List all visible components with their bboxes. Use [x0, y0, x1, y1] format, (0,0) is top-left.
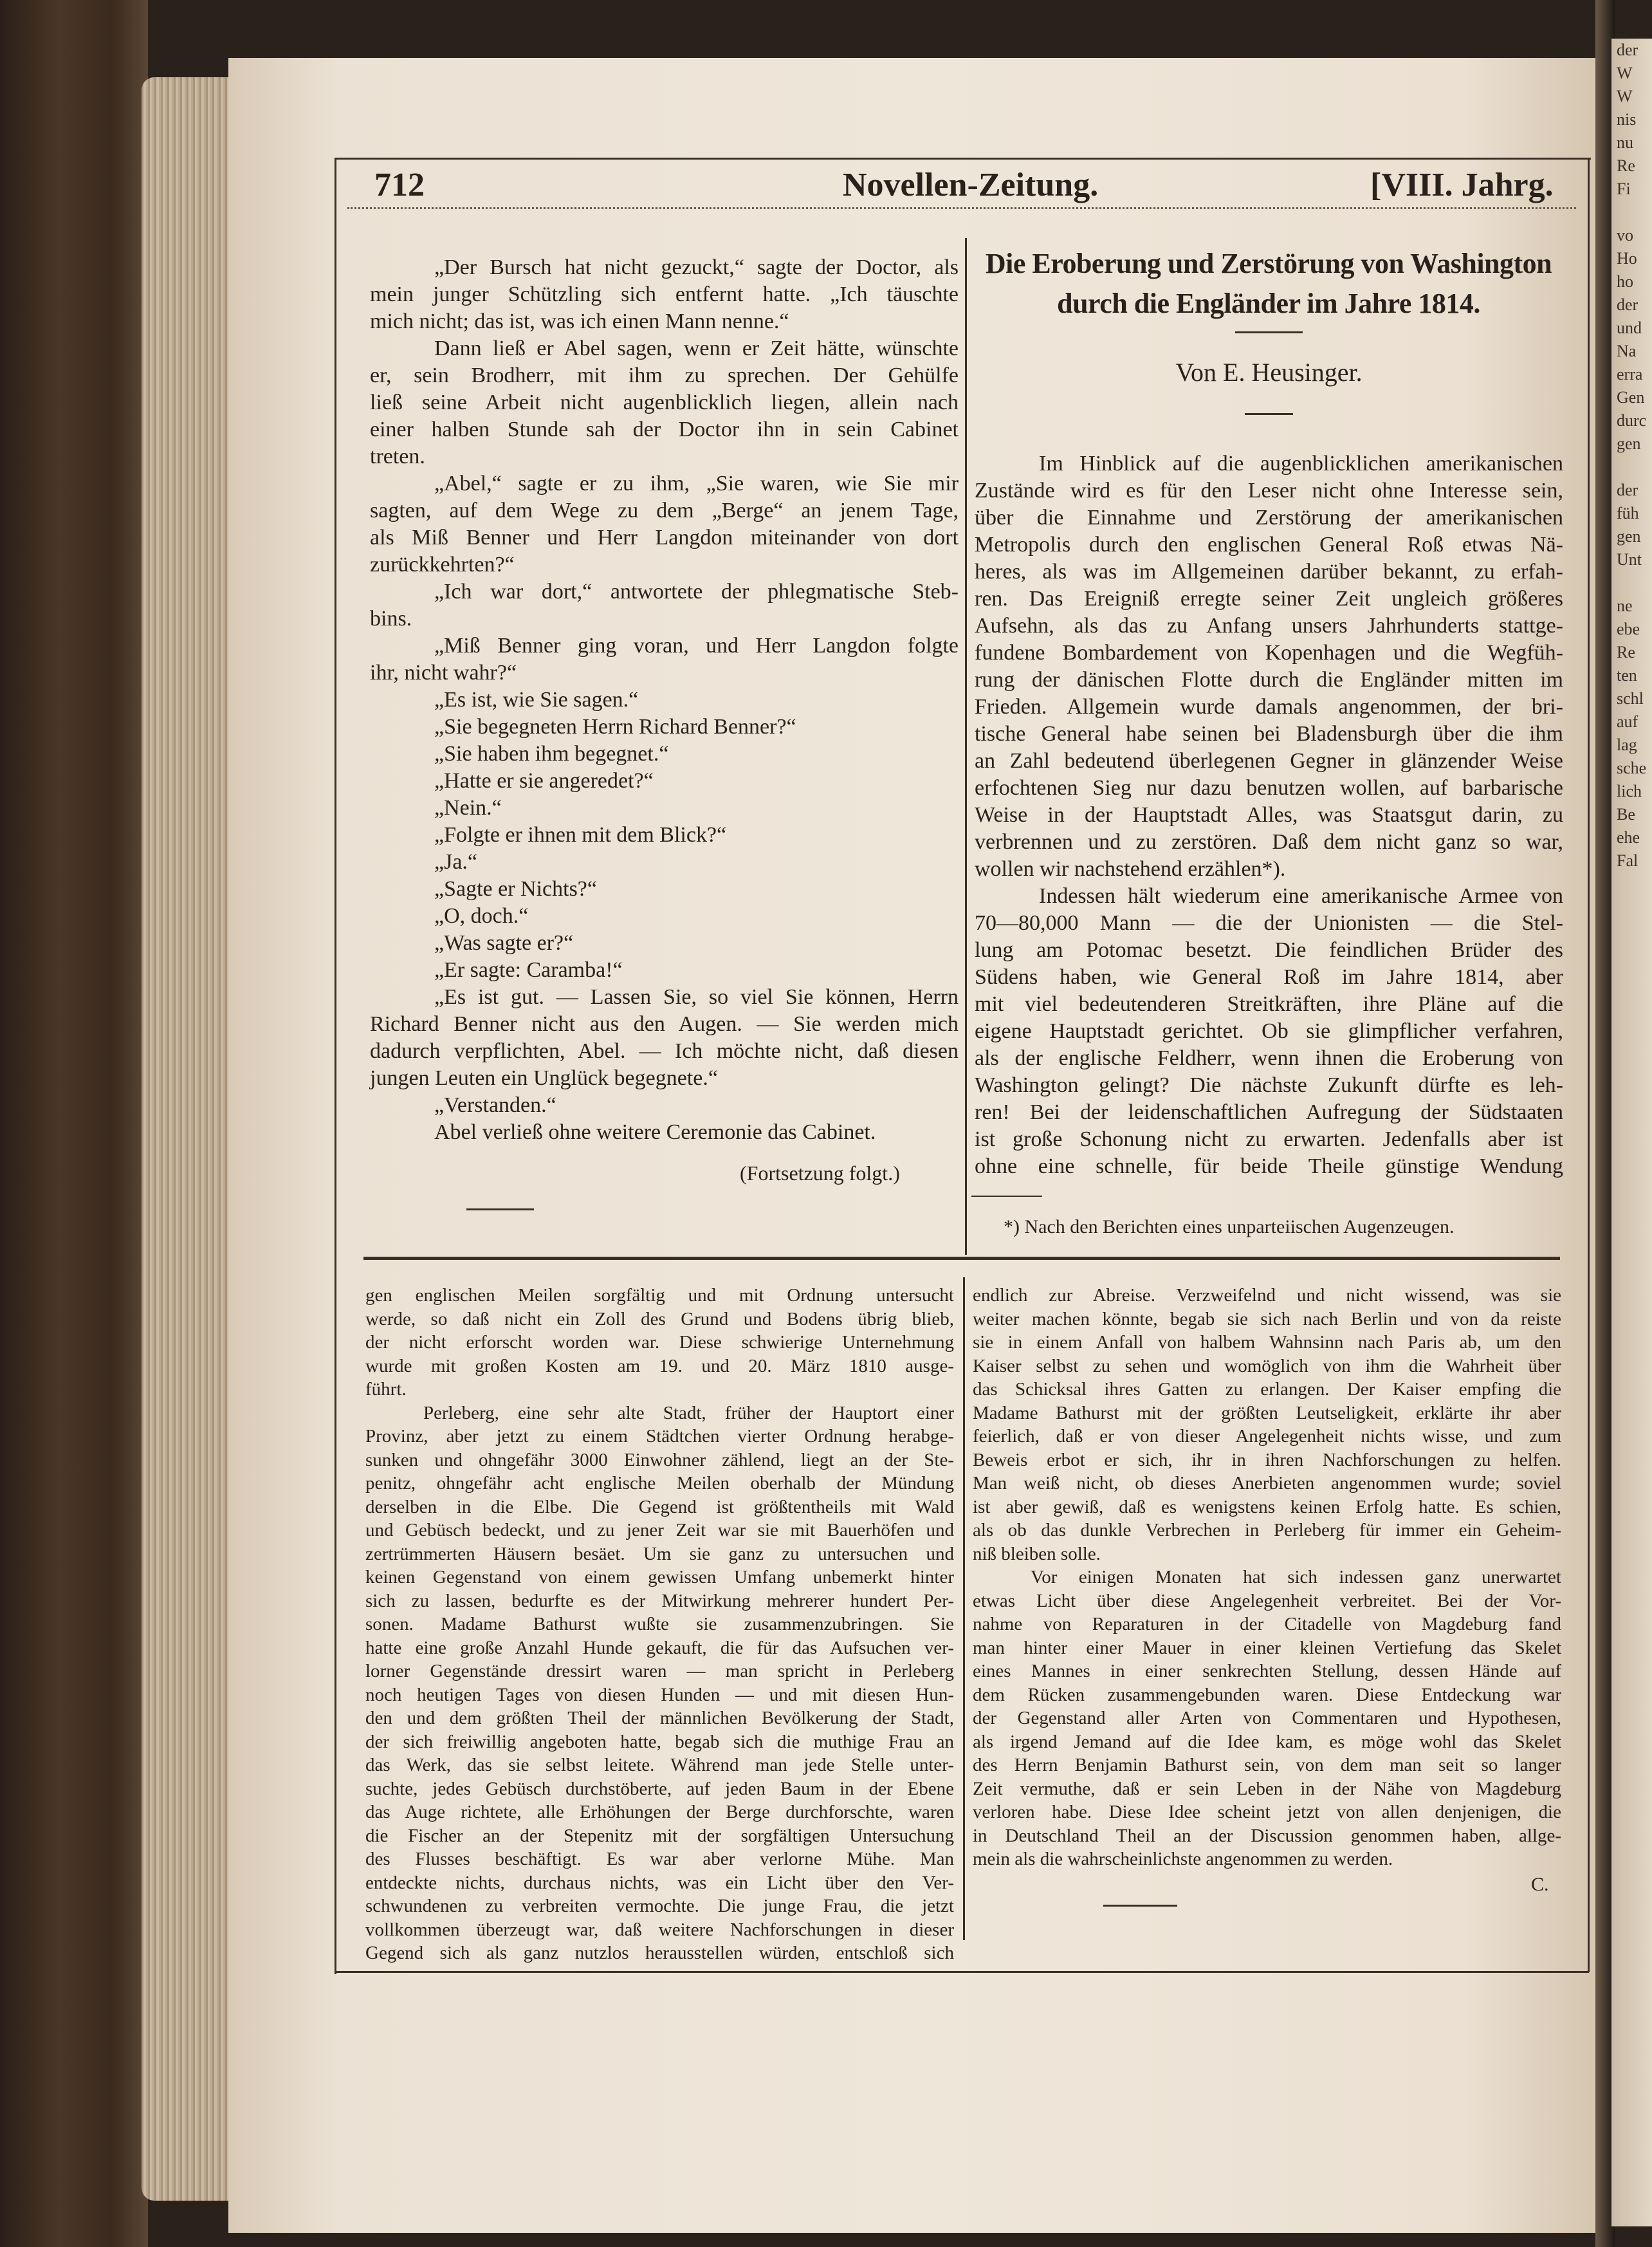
text-line: „Hatte er sie angeredet?“ — [434, 769, 654, 793]
text-line: ohne eine schnelle, für beide Theile günstige Wendung — [975, 1154, 1563, 1178]
text-line: in Deutschland Theil an der Discussion genommen haben, allge- — [973, 1825, 1561, 1846]
text-line: wollen wir nachstehend erzählen*). — [975, 857, 1286, 881]
text-line: sich zu lassen, bedurfte es der Mitwirkung mehrerer hundert Per- — [365, 1590, 954, 1611]
article-byline: Von E. Heusinger. — [1175, 358, 1363, 387]
next-page-fragment: füh — [1617, 504, 1639, 522]
text-line: niß bleiben solle. — [973, 1543, 1101, 1564]
text-line: tische General habe seinen bei Bladensburgh über die ihm — [975, 722, 1563, 746]
next-page-fragment: W — [1617, 64, 1633, 82]
text-line: „Nein.“ — [434, 796, 502, 820]
text-line: mit viel bedeutenderen Streitkräften, ihre Pläne auf die — [975, 992, 1563, 1016]
text-line: Richard Benner nicht aus den Augen. — Sie werden mich — [370, 1012, 959, 1036]
text-line: als ob das dunkle Verbrechen in Perleberg für immer ein Geheim- — [973, 1520, 1561, 1540]
text-line: Provinz, aber jetzt zu einem Städtchen vierter Ordnung herabge- — [365, 1426, 954, 1447]
text-line: „Er sagte: Caramba!“ — [434, 958, 623, 982]
text-line: „Es ist gut. — Lassen Sie, so viel Sie können, Herrn — [434, 985, 959, 1009]
next-page-sliver — [1611, 39, 1652, 2226]
text-line: „Verstanden.“ — [434, 1093, 556, 1117]
text-line: führt. — [365, 1379, 407, 1400]
next-page-fragment: Ho — [1617, 249, 1637, 268]
text-line: Zustände wird es für den Leser nicht ohne Interesse sein, — [975, 479, 1563, 503]
text-line: einer halben Stunde sah der Doctor ihn in sein Cabinet — [370, 418, 959, 441]
text-line: verloren habe. Diese Idee scheint jetzt von allen denjenigen, die — [973, 1802, 1561, 1822]
next-page-fragment: auf — [1617, 712, 1638, 731]
column-divider-bottom — [963, 1277, 965, 1940]
text-line: „Folgte er ihnen mit dem Blick?“ — [434, 823, 727, 847]
text-line: entdeckte nichts, durchaus nichts, was ein Licht über den Ver- — [365, 1872, 954, 1893]
text-line: Metropolis durch den englischen General Roß etwas Nä- — [975, 533, 1563, 557]
text-line: „Der Bursch hat nicht gezuckt,“ sagte der Doctor, als — [434, 255, 959, 279]
title-rule — [1235, 331, 1303, 333]
next-page-fragment: nu — [1617, 133, 1633, 152]
next-page-fragment: Na — [1617, 342, 1637, 360]
next-page-fragment: und — [1617, 319, 1642, 337]
text-line: mein als die wahrscheinlichste angenommen zu werden. — [973, 1849, 1393, 1869]
next-page-fragment: durc — [1617, 411, 1647, 430]
text-line: er, sein Brodherr, mit ihm zu sprechen. Der Gehülfe — [370, 364, 959, 387]
text-line: keinen Gegenstand von einem gewissen Umfang unbemerkt hinter — [365, 1567, 954, 1587]
next-page-fragment — [1611, 201, 1652, 224]
text-line: Frieden. Allgemein wurde damals angenommen, der bri- — [975, 695, 1563, 719]
text-line: des Herrn Benjamin Bathurst sein, von dem man seit so langer — [973, 1755, 1561, 1775]
text-line: Südens haben, wie General Roß im Jahre 1814, aber — [975, 965, 1563, 989]
next-page-fragment: der — [1617, 481, 1638, 499]
next-page-fragment: nis — [1617, 110, 1637, 129]
text-line: als irgend Jemand auf die Idee kam, es möge wohl das Skelet — [973, 1731, 1561, 1752]
section-divider-rule — [363, 1257, 1560, 1260]
next-page-fragment: ehe — [1617, 828, 1640, 847]
page-number: 712 — [374, 167, 425, 203]
text-line: schwundenen zu verbreiten vermochte. Die junge Frau, die jetzt — [365, 1896, 954, 1916]
text-line: „Miß Benner ging voran, und Herr Langdon folgte — [434, 634, 959, 658]
text-line: Beweis erbot er sich, ihr in ihren Nachforschungen zu helfen. — [973, 1449, 1561, 1470]
bathurst-left-column — [365, 1284, 954, 1965]
text-line: Man weiß nicht, ob dieses Anerbieten angenommen wurde; soviel — [973, 1473, 1561, 1493]
text-line: die Fischer an der Stepenitz mit der sorgfältigen Untersuchung — [365, 1825, 954, 1846]
next-page-fragment: schl — [1617, 689, 1644, 708]
text-line: ren! Bei der leidenschaftlichen Aufregung der Südstaaten — [975, 1100, 1563, 1124]
text-line: und Gebüsch bedeckt, und zu jener Zeit war sie mit Bauerhöfen und — [365, 1520, 954, 1540]
bathurst-right-column — [973, 1284, 1561, 1871]
text-line: das Schicksal ihres Gatten zu erlangen. Der Kaiser empfing die — [973, 1379, 1561, 1400]
text-line: etwas Licht über diese Angelegenheit verbreitet. Bei der Vor- — [973, 1590, 1561, 1611]
text-line: des Flusses beschäftigt. Es war aber verlorne Mühe. Man — [365, 1849, 954, 1869]
text-line: treten. — [370, 445, 425, 468]
text-line: der sich freiwillig angeboten hatte, begab sich die muthige Frau an — [365, 1731, 954, 1752]
article-column — [975, 450, 1563, 1180]
text-line: mich nicht; das ist, was ich einen Mann nenne.“ — [370, 310, 789, 333]
continuation-note: (Fortsetzung folgt.) — [740, 1161, 900, 1185]
frame-bottom-rule — [335, 1971, 1589, 1973]
story-end-rule — [466, 1208, 534, 1210]
text-line: das Auge richtete, alle Erhöhungen der Berge durchforschte, waren — [365, 1802, 954, 1822]
text-line: „Es ist, wie Sie sagen.“ — [434, 688, 639, 712]
article-title-line-2: durch die Engländer im Jahre 1814. — [1057, 288, 1480, 319]
text-line: „Ich war dort,“ antwortete der phlegmatische Steb- — [434, 580, 959, 604]
text-line: dadurch verpflichten, Abel. — Ich möchte nicht, daß diesen — [370, 1039, 959, 1063]
text-line: der Gegenstand aller Arten von Commentaren und Hypothesen, — [973, 1708, 1561, 1728]
text-line: „Abel,“ sagte er zu ihm, „Sie waren, wie Sie mir — [434, 472, 959, 495]
text-line: suchte, jedes Gebüsch durchstöberte, auf jeden Baum in der Ebene — [365, 1778, 954, 1799]
text-line: Kaiser selbst zu sehen und womöglich von ihm die Wahrheit über — [973, 1355, 1561, 1376]
next-page-fragment: erra — [1617, 365, 1643, 384]
next-page-fragment: ne — [1617, 596, 1633, 615]
text-line: nahme von Reparaturen in der Citadelle von Magdeburg fand — [973, 1614, 1561, 1634]
article-end-rule — [1103, 1905, 1177, 1907]
frame-right-rule — [1588, 158, 1590, 1972]
text-line: eines Mannes in einer senkrechten Stellung, dessen Hände auf — [973, 1661, 1561, 1681]
text-line: sonen. Madame Bathurst wußte sie zusammenzubringen. Sie — [365, 1614, 954, 1634]
text-line: wurde mit großen Kosten am 19. und 20. März 1810 ausge- — [365, 1355, 954, 1376]
text-line: ließ seine Arbeit nicht augenblicklich liegen, allein nach — [370, 391, 959, 414]
text-line: weiter machen könnte, begab sie sich nach Berlin und von da reiste — [973, 1308, 1561, 1329]
text-line: heres, als was im Allgemeinen darüber bekannt, zu erfah- — [975, 560, 1563, 584]
next-page-fragment: Gen — [1617, 388, 1645, 407]
text-line: Weise in der Hauptstadt Alles, was Staatsgut darin, zu — [975, 803, 1563, 827]
next-page-fragment: gen — [1617, 434, 1641, 453]
text-line: sie in einem Anfall von halbem Wahnsinn nach Paris ab, um den — [973, 1332, 1561, 1353]
next-page-fragment: lag — [1617, 735, 1637, 754]
text-line: Madame Bathurst mit der größten Leutseligkeit, erklärte ihr aber — [973, 1402, 1561, 1423]
running-title: Novellen-Zeitung. — [843, 167, 1099, 203]
author-signature: C. — [1531, 1874, 1549, 1895]
text-line: dem Rücken zusammengebunden waren. Diese Entdeckung war — [973, 1684, 1561, 1705]
text-line: Gegend sich als ganz nutzlos herausstellen würden, entschloß sich — [365, 1943, 954, 1963]
footnote-rule — [971, 1196, 1042, 1197]
text-line: Dann ließ er Abel sagen, wenn er Zeit hätte, wünschte — [434, 337, 959, 360]
next-page-fragment — [1611, 571, 1652, 595]
next-page-fragment: der — [1617, 295, 1638, 314]
text-line: zurückkehrten?“ — [370, 553, 515, 577]
text-line: 70—80,000 Mann — die der Unionisten — die Stel- — [975, 911, 1563, 935]
text-line: „Was sagte er?“ — [434, 931, 574, 955]
text-line: als Miß Benner und Herr Langdon miteinander von dort — [370, 526, 959, 550]
text-line: eigene Hauptstadt gerichtet. Ob sie glimpflicher verfahren, — [975, 1019, 1563, 1043]
next-page-fragment: Be — [1617, 805, 1635, 824]
text-line: Zeit vermuthe, daß er sein Leben in der Nähe von Magdeburg — [973, 1778, 1561, 1799]
text-line: den und dem größten Theil der männlichen Bevölkerung der Stadt, — [365, 1708, 954, 1728]
text-line: hatte eine große Anzahl Hunde gekauft, die für das Aufsuchen ver- — [365, 1637, 954, 1658]
story-column — [370, 254, 959, 1146]
header-rule — [347, 207, 1576, 212]
text-line: verbrennen und zu zerstören. Daß dem nicht ganz so war, — [975, 830, 1563, 854]
text-line: jungen Leuten ein Unglück begegnete.“ — [370, 1066, 718, 1090]
text-line: lorner Gegenstände dressirt waren — man spricht in Perleberg — [365, 1661, 954, 1681]
text-line: penitz, ohngefähr acht englische Meilen oberhalb der Mündung — [365, 1473, 954, 1493]
text-line: werde, so daß nicht ein Zoll des Grund und Bodens übrig blieb, — [365, 1308, 954, 1329]
text-line: „Sie begegneten Herrn Richard Benner?“ — [434, 715, 796, 739]
article-footnote: *) Nach den Berichten eines unparteiischen Augenzeugen. — [1004, 1216, 1455, 1237]
next-page-fragment: ten — [1617, 666, 1637, 685]
next-page-fragment: ho — [1617, 272, 1633, 291]
text-line: lung am Potomac besetzt. Die feindlichen Brüder des — [975, 938, 1563, 962]
text-line: rung der dänischen Flotte durch die Engländer mitten im — [975, 668, 1563, 692]
text-line: noch heutigen Tages von diesen Hunden — und mit diesen Hun- — [365, 1684, 954, 1705]
text-line: fundene Bombardement von Kopenhagen und die Wegfüh- — [975, 641, 1563, 665]
text-line: das Werk, das sie selbst leitete. Während man jede Stelle unter- — [365, 1755, 954, 1775]
text-line: man hinter einer Mauer in einer kleinen Vertiefung das Skelet — [973, 1637, 1561, 1658]
text-line: mein junger Schützling sich entfernt hatte. „Ich täuschte — [370, 282, 959, 306]
next-page-fragment: lich — [1617, 782, 1642, 800]
text-line: feierlich, daß er von dieser Angelegenheit nichts wisse, und zum — [973, 1426, 1561, 1447]
book-binding — [0, 0, 148, 2247]
text-line: „Sie haben ihm begegnet.“ — [434, 742, 669, 766]
text-line: Aufsehn, als das zu Anfang unsers Jahrhunderts stattge- — [975, 614, 1563, 638]
text-line: Perleberg, eine sehr alte Stadt, früher der Hauptort einer — [423, 1402, 954, 1423]
text-line: als der englische Feldherr, wenn ihnen die Eroberung von — [975, 1046, 1563, 1070]
text-line: derselben in die Elbe. Die Gegend ist größtentheils mit Wald — [365, 1496, 954, 1517]
text-line: „Sagte er Nichts?“ — [434, 877, 597, 901]
next-page-fragment: W — [1617, 87, 1633, 106]
text-line: Abel verließ ohne weitere Ceremonie das Cabinet. — [434, 1120, 876, 1144]
column-divider-top — [965, 238, 967, 1255]
next-page-fragment — [1611, 456, 1652, 479]
next-page-fragment: Unt — [1617, 550, 1642, 569]
text-line: zertrümmerten Häusern besäet. Um sie ganz zu untersuchen und — [365, 1543, 954, 1564]
text-line: ihr, nicht wahr?“ — [370, 661, 517, 685]
text-line: Im Hinblick auf die augenblicklichen amerikanischen — [1039, 452, 1563, 476]
article-title-line-1: Die Eroberung und Zerstörung von Washington — [985, 248, 1552, 279]
text-line: „O, doch.“ — [434, 904, 529, 928]
text-line: ren. Das Ereigniß erregte seiner Zeit ungleich größeres — [975, 587, 1563, 611]
byline-rule — [1245, 413, 1293, 415]
next-page-fragment: der — [1617, 41, 1638, 59]
text-line: der nicht erforscht worden war. Diese schwierige Unternehmung — [365, 1332, 954, 1353]
page-edges — [142, 77, 238, 2201]
next-page-fragment: gen — [1617, 527, 1641, 546]
next-page-fragment: Fal — [1617, 851, 1638, 870]
text-line: sunken und ohngefähr 3000 Einwohner zählend, liegt an der Ste- — [365, 1449, 954, 1470]
next-page-fragment: Re — [1617, 643, 1635, 661]
next-page-fragment: Re — [1617, 156, 1635, 175]
text-line: „Ja.“ — [434, 850, 478, 874]
text-line: über die Einnahme und Zerstörung der amerikanischen — [975, 506, 1563, 530]
text-line: Washington gelingt? Die nächste Zukunft dürfte es leh- — [975, 1073, 1563, 1097]
text-line: Vor einigen Monaten hat sich indessen ganz unerwartet — [1031, 1567, 1561, 1587]
text-line: gen englischen Meilen sorgfältig und mit Ordnung untersucht — [365, 1285, 954, 1306]
text-line: erfochtenen Sieg nur dazu benutzen wollen, auf barbarische — [975, 776, 1563, 800]
next-page-fragment: Fi — [1617, 180, 1631, 198]
text-line: Indessen hält wiederum eine amerikanische Armee von — [1039, 884, 1563, 908]
next-page-fragment: sche — [1617, 759, 1647, 777]
text-line: bins. — [370, 607, 412, 631]
next-page-fragment: ebe — [1617, 620, 1640, 638]
text-line: sagten, auf dem Wege zu dem „Berge“ an jenem Tage, — [370, 499, 959, 522]
text-line: vollkommen überzeugt war, daß weitere Nachforschungen in dieser — [365, 1919, 954, 1940]
volume-label: [VIII. Jahrg. — [1370, 167, 1554, 203]
text-line: ist aber gewiß, daß es wenigstens keinen Erfolg hatte. Es schien, — [973, 1496, 1561, 1517]
text-line: endlich zur Abreise. Verzweifelnd und nicht wissend, was sie — [973, 1285, 1561, 1306]
text-line: ist große Schonung nicht zu erwarten. Jedenfalls aber ist — [975, 1127, 1563, 1151]
next-page-fragment: vo — [1617, 226, 1633, 245]
text-line: an Zahl bedeutend überlegenen Gegner in glänzender Weise — [975, 749, 1563, 773]
